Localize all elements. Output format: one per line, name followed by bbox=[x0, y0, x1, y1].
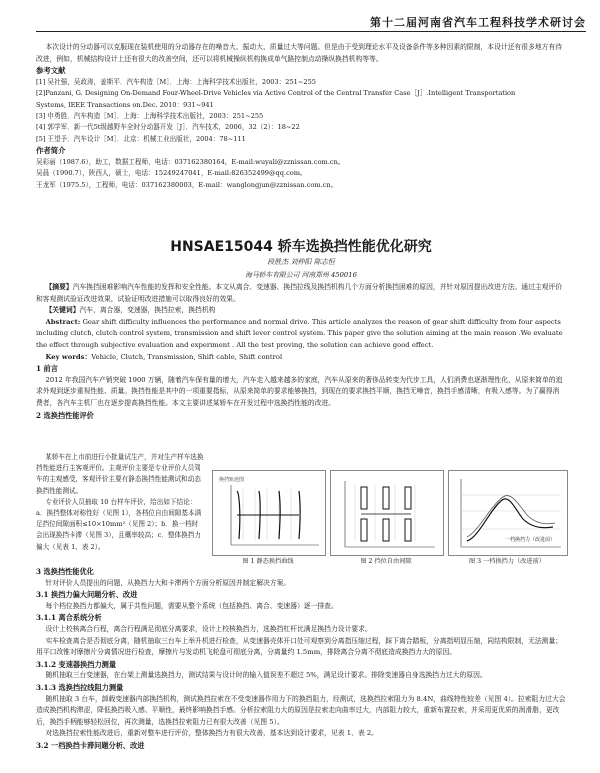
conference-title: 第十二届河南省汽车工程科技学术研讨会 bbox=[370, 16, 586, 29]
reference-item: [4] 郭学军．新一代5t级越野车全时分动器开发［J］．汽车技术，2006，32（2）：18~22 bbox=[36, 123, 300, 132]
figure-2 bbox=[330, 470, 444, 556]
figure-2-caption: 图 2 挡位自由间隙 bbox=[360, 558, 412, 565]
section-3-block bbox=[36, 566, 566, 752]
section-3-1-heading: 3.1 换挡力偏大问题分析、改进 bbox=[36, 590, 138, 600]
section-3-1-3-text-2: 对选换挡拉索性能改进后，重新对整车进行评价，整体换挡力有很大改善，基本达到设计要求，见表 1、表 2。 bbox=[45, 729, 378, 738]
reference-item: Systems, IEEE Transactions on.Dec. 2010：931~941 bbox=[36, 100, 214, 109]
conclusion-paragraph: 本次设计的分动器可以克服现在装机使用的分动器存在的噪音大、振动大、质量过大等问题。但是由于受到理论水平及设备条件等多种因素的限制，本设计还有很多地方有待改进，例如，机械结构设计上还有很大的改善空间，还可以将机械操纵机构换成单气路控制点动操纵换挡机构等等。 bbox=[36, 43, 563, 63]
figure-3-label: 一档换挡力（改进前） bbox=[505, 537, 556, 543]
reference-item: [3] 申勇胜．汽车构造［M］．上海：上海科学技术出版社，2003：251~255 bbox=[36, 112, 264, 120]
section-2-text: 某轿车在上市前进行小批量试生产，并对生产样车选换挡性能进行主客观评价。主观评价主要是专业评价人员驾车的主观感受，客观评价主要有静态换挡性能测试和动态换挡性能测试。 bbox=[36, 453, 204, 495]
paper-title: HNSAE15044 轿车选换挡性能优化研究 bbox=[170, 239, 432, 255]
section-3-1-1-text: 设计上校核离合行程，离合行程满足彻底分离要求，设计上校核换挡力，选换挡杠杆比满足换挡力设计要求。 bbox=[45, 624, 372, 633]
paper-authors: 段胜杰 刘仲阳 陈志恒 bbox=[267, 258, 335, 266]
running-header bbox=[0, 0, 600, 36]
abstract-en: Gear shift difficulty influences the performance and normal drive. This article analyzes the reason of gear shift difficulty from four aspects including clutch, clutch control system, transmission and shift lever control system. This paper give the solution aiming at the main reason .We evaluate the effect through subjective evaluation and experiment . All the test proving, the solution can achieve good effect. bbox=[36, 317, 563, 349]
figure-3 bbox=[448, 470, 568, 556]
references-heading: 参考文献 bbox=[36, 66, 66, 76]
section-3-1-1-heading: 3.1.1 离合系统分析 bbox=[36, 613, 102, 623]
previous-paper-tail bbox=[36, 42, 566, 191]
section-3-heading: 3 选换挡性能优化 bbox=[36, 567, 94, 576]
keywords-cn: 汽车，离合器，变速器，换挡拉索，换挡机构 bbox=[79, 306, 216, 315]
keywords-en-label: Key words： bbox=[45, 352, 92, 361]
figure-1 bbox=[212, 470, 326, 556]
figure-1-label: 换挡轨迹图 bbox=[219, 477, 245, 483]
abstract-en-label: Abstract: bbox=[45, 317, 81, 326]
figure-3-plot bbox=[449, 471, 567, 555]
abstract-cn-label: 【摘要】 bbox=[45, 283, 73, 291]
section-2-heading: 2 选换挡性能评价 bbox=[36, 410, 94, 420]
figure-3-caption: 图 3 一档换挡力（改进前） bbox=[469, 558, 545, 565]
section-3-2-heading: 3.2 一档换挡卡滞问题分析、改进 bbox=[36, 740, 145, 750]
section-3-1-3-heading: 3.1.3 选换挡拉线阻力测量 bbox=[36, 682, 124, 692]
section-1-heading: 1 前言 bbox=[36, 364, 58, 374]
abstract-cn: 汽车换挡困难影响汽车性能的发挥和安全性能。本文从离合、变速器、换挡拉线及换挡机构几个方面分析换挡困难的原因，并针对原因提出改进方法。通过主观评价和客观测试验证改进效果，试验证明改进措施可以取得良好的效果。 bbox=[36, 283, 563, 303]
section-1-text: 2012 年我国汽车产销突破 1900 万辆，随着汽车保有量的增大，汽车走入越来越多的家庭，汽车从原来的奢侈品转变为代步工具，人们消费也逐渐理性化，从原来简单的追求外观到逐步重视性能、质量。换挡性能是其中的一项重要指标，从原来简单的要求能够换挡，到现在的要求换挡平顺，换挡无噪音，换挡手感清晰，有吸入感等。为了赢得消费者，各汽车主机厂也在逐步提高换挡性能。本文主要讲述某轿车在开发过程中选换挡性能的改进。 bbox=[36, 375, 563, 407]
author-bio: 吴彩丽（1987.6），助工，数据工程师，电话：037162380164，E-mail:wuyali@zznissan.com.cn。 bbox=[36, 157, 345, 166]
reference-item: [5] 王望予．汽车设计［M］．北京：机械工业出版社，2004：78~111 bbox=[36, 134, 246, 143]
section-3-1-2-heading: 3.1.2 变速器换挡力测量 bbox=[36, 659, 117, 669]
section-3-1-3-text: 随机抽取 3 台车，卸载变速器内部换挡机构，测试换挡拉索在不受变速器作用力下的换挡阻力，经测试，选换挡拉索阻力为 8.4N，曲线特性较差（见图 4）。拉索阻力过大会造成换挡机构滞涩，降低换挡吸入感、平顺性，最终影响换挡手感。分析拉索阻力大的原因是拉索走向曲率过大，内部阻力较大，重新布置拉索，并采用更优质的润滑脂，更改后，换挡手柄能够轻松回位，再次测量，选换挡拉索阻力已有很大改善（见图 5）。 bbox=[36, 694, 566, 726]
header-rule bbox=[36, 31, 586, 32]
author-bio-heading: 作者简介 bbox=[36, 146, 66, 156]
section-3-1-2-text: 随机抽取三台变速器，在台架上测量选换挡力，测试结果与设计时的输入值误差不超过 5%，满足设计要求。排除变速器自身选换挡力过大的原因。 bbox=[45, 671, 487, 680]
figure-1-plot bbox=[213, 471, 325, 555]
keywords-en: Vehicle, Clutch, Transmission, Shift cable, Shift control bbox=[91, 352, 283, 361]
section-3-1-text: 每个档位换挡力都偏大，属于共性问题，需要从整个系统（包括换挡、离合、变速器）逐一排查。 bbox=[45, 601, 338, 610]
section-2-text-2: 专业评价人员抽取 10 台样车评价，给出如下结论：a．换挡整体对称性好（见图 1），各档位自由间隙基本满足挡位间隙面积≤10×10mm²（见图 2）；b．换一档时会出现换挡卡滞（见图 3），且概率较高；c．整体换挡力偏大（见表 1、表 2）。 bbox=[36, 497, 202, 551]
figure-2-plot bbox=[331, 471, 443, 555]
author-bio: 吴晨（1990.7），陕西人，硕士，电话：15249247041，E-mail:826352499@qq.com。 bbox=[36, 169, 307, 178]
section-3-1-1-text-2: 实车检查离合是否彻底分离，随机抽取三台车上举升机进行检查，从变速器壳体开口处可观察到分离指压缩过程，踩下离合踏板，分离指明显压缩，同结构限制，无法测量；用平口改锥对摩擦片分离情况进行检查，摩擦片与发动机飞轮盘可彻底分离，分离量约 1.5mm，排除离合分离不彻底造成换挡力大的原因。 bbox=[36, 636, 563, 657]
author-bio: 王龙军（1975.5），工程师，电话：037162380003，E-mail：wanglongjun@zznissan.com.cn。 bbox=[36, 180, 338, 189]
section-2-column bbox=[36, 452, 204, 553]
reference-item: [2]Panzani, G. Designing On-Demand Four-Wheel-Drive Vehicles via Active Control of the Central Transfer Case［J］.Intelligent Transportation bbox=[36, 89, 516, 98]
abstract-block bbox=[36, 282, 566, 421]
figure-1-caption: 图 1 静态换挡曲线 bbox=[242, 558, 294, 565]
section-3-text: 针对评价人员提出的问题，从换挡力大和卡滞两个方面分析原因并制定解决方案。 bbox=[45, 578, 291, 587]
reference-item: [1] 吴社强，吴政涛，姜斯平．汽车构造［M］．上海：上海科学技术出版社，2003：251~255 bbox=[36, 77, 316, 86]
keywords-cn-label: 【关键词】 bbox=[45, 306, 80, 315]
paper-affiliation: 海马轿车有限公司 河南郑州 450016 bbox=[245, 271, 357, 279]
